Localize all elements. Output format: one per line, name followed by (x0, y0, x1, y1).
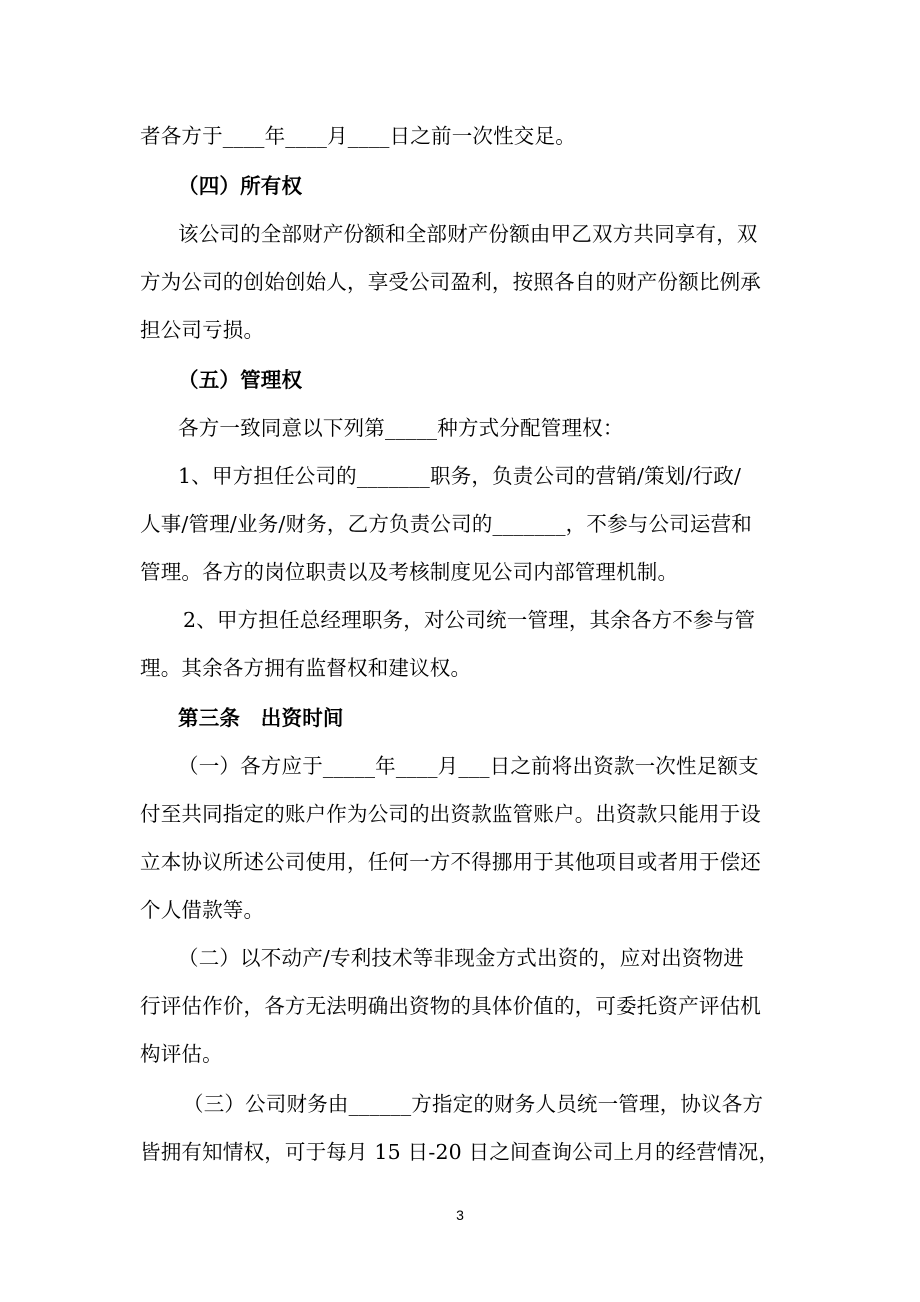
paragraph-line: （二）以不动产/专利技术等非现金方式出资的，应对出资物进 (178, 946, 745, 970)
paragraph-line: 人事/管理/业务/财务，乙方负责公司的_______，不参与公司运营和 (140, 512, 752, 536)
paragraph-line: 付至共同指定的账户作为公司的出资款监管账户。出资款只能用于设 (140, 802, 761, 826)
paragraph-line: 2、甲方担任总经理职务，对公司统一管理，其余各方不参与管 (183, 608, 756, 632)
section-heading-ownership: （四）所有权 (178, 174, 303, 198)
paragraph-line: 管理。各方的岗位职责以及考核制度见公司内部管理机制。 (140, 560, 679, 584)
paragraph-line: 构评估。 (140, 1042, 223, 1066)
paragraph-line: 各方一致同意以下列第_____种方式分配管理权： (178, 416, 624, 440)
section-heading-management: （五）管理权 (178, 368, 303, 392)
paragraph-line: 立本协议所述公司使用，任何一方不得挪用于其他项目或者用于偿还 (140, 850, 761, 874)
paragraph-line: 行评估作价，各方无法明确出资物的具体价值的，可委托资产评估机 (140, 994, 761, 1018)
paragraph-line: 1、甲方担任公司的_______职务，负责公司的营销/策划/行政/ (178, 464, 742, 488)
paragraph-line: 个人借款等。 (140, 898, 265, 922)
page-number: 3 (456, 1207, 464, 1223)
paragraph-line: 理。其余各方拥有监督权和建议权。 (140, 656, 472, 680)
paragraph-line: 担公司亏损。 (140, 318, 265, 342)
paragraph-line: 皆拥有知情权，可于每月 15 日-20 日之间查询公司上月的经营情况， (140, 1140, 780, 1164)
paragraph-line: （一）各方应于_____年____月___日之前将出资款一次性足额支 (178, 754, 759, 778)
paragraph-line: 该公司的全部财产份额和全部财产份额由甲乙双方共同享有，双 (178, 222, 758, 246)
paragraph-line: 者各方于____年____月____日之前一次性交足。 (140, 124, 576, 148)
paragraph-line: （三）公司财务由______方指定的财务人员统一管理，协议各方 (183, 1092, 764, 1116)
article-heading-capital-time: 第三条 出资时间 (178, 706, 344, 730)
paragraph-line: 方为公司的创始创始人，享受公司盈利，按照各自的财产份额比例承 (140, 270, 761, 294)
